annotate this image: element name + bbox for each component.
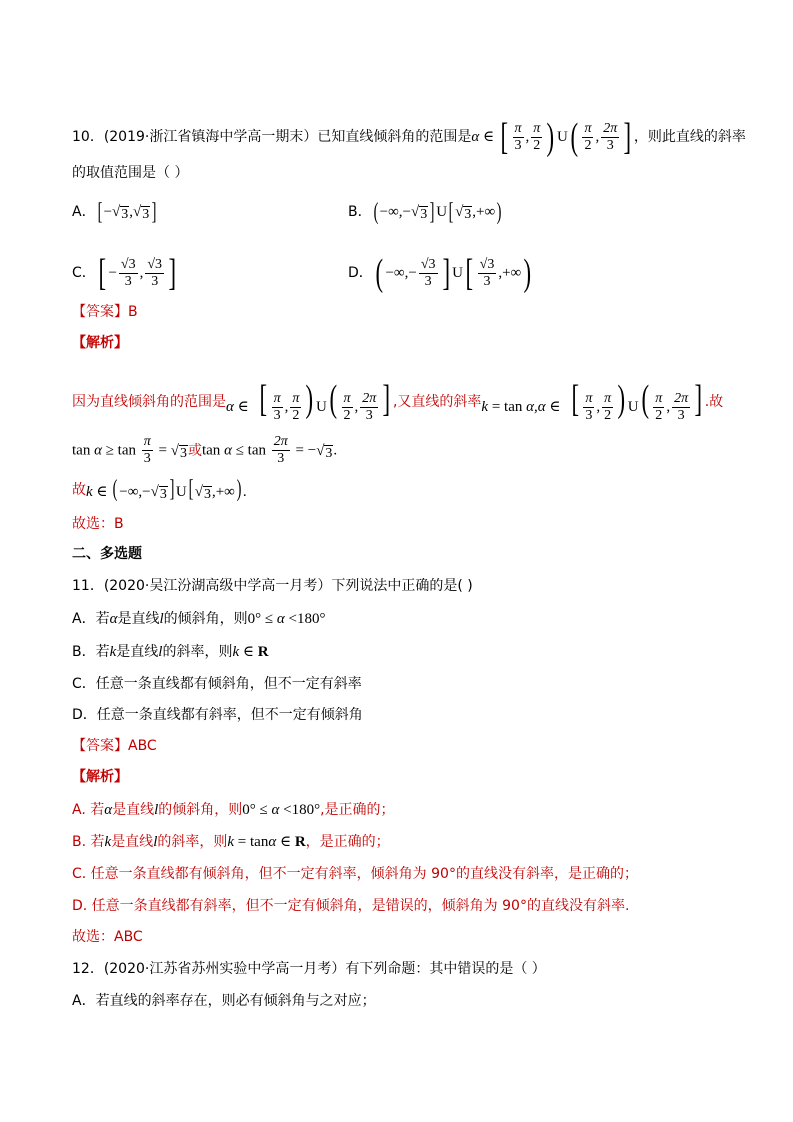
text: 的斜率，则 bbox=[157, 834, 228, 850]
q11-option-b: B．若 k 是直线 l 的斜率，则 k ∈ R bbox=[72, 644, 269, 660]
text: ,又直线的斜率 bbox=[392, 393, 482, 410]
text: 是直线 bbox=[117, 611, 160, 627]
q10-choice: 故选：B bbox=[72, 516, 124, 532]
q11-explanation-c: C. 任意一条直线都有倾斜角，但不一定有斜率，倾斜角为 90°的直线没有斜率，是正确的； bbox=[72, 866, 638, 882]
q12-stem: 12．(2020·江苏省苏州实验中学高一月考）有下列命题：其中错误的是（ ） bbox=[72, 961, 546, 977]
q11-answer: 【答案】ABC bbox=[72, 738, 157, 754]
text: 是直线 bbox=[116, 644, 159, 660]
q10-option-c: C． [ − $\frac{√3}{3}$ , $\frac{√3}{3}$ ] bbox=[72, 252, 177, 294]
text: 因为直线倾斜角的范围是 bbox=[72, 393, 226, 410]
q11-option-d: D．任意一条直线都有斜率，但不一定有倾斜角 bbox=[72, 707, 363, 723]
q10-option-b: B． ( −∞,− √ 3 ] U [ √ 3 ,+∞ ) bbox=[348, 199, 502, 225]
q10-stem-line2: 的取值范围是（ ） bbox=[72, 165, 189, 181]
q11-choice: 故选：ABC bbox=[72, 929, 143, 945]
q10-stem-suffix: ，则此直线的斜率 bbox=[633, 129, 746, 145]
text: 的倾斜角，则 bbox=[158, 802, 243, 818]
text: B. 若 bbox=[72, 834, 105, 850]
text: B．若 bbox=[72, 644, 110, 660]
option-label: B． bbox=[348, 204, 372, 220]
q11-stem: 11．(2020·吴江汾湖高级中学高一月考）下列说法中正确的是( ) bbox=[72, 578, 473, 594]
option-label: D． bbox=[348, 265, 373, 281]
section-title: 二、多选题 bbox=[72, 546, 142, 562]
text: 是直线 bbox=[112, 802, 155, 818]
text: 是直线 bbox=[111, 834, 154, 850]
text: 的斜率，则 bbox=[162, 644, 233, 660]
text: A. 若 bbox=[72, 802, 105, 818]
text: 故 bbox=[72, 481, 86, 498]
text: ,是正确的； bbox=[320, 802, 395, 818]
option-label: A． bbox=[72, 204, 96, 220]
text: 或 bbox=[187, 442, 202, 459]
q11-option-c: C．任意一条直线都有倾斜角，但不一定有斜率 bbox=[72, 676, 362, 692]
q10-stem-prefix: 10．(2019·浙江省镇海中学高一期末）已知直线倾斜角的范围是 bbox=[72, 129, 472, 145]
q11-explanation-a: A. 若 α 是直线 l 的倾斜角，则 0° ≤ α <180° ,是正确的； bbox=[72, 802, 395, 818]
q10-option-a: A． [ − √ 3 , √ 3 ] bbox=[72, 199, 157, 225]
q11-analysis-header: 【解析】 bbox=[72, 769, 128, 785]
text: .故 bbox=[704, 393, 724, 410]
math-alpha: α bbox=[471, 129, 480, 145]
q10-explanation-line1: 因为直线倾斜角的范围是 α ∈ [ $\frac{\pi}{3}$ , $\frac{\pi}{2}$ ) U( $\frac{\pi}{2}$ , $\frac{2\pi}{3}$ ] ,又直线的斜率 k = tan α,α ∈ [ $\frac{\pi}{3}$ , $\frac{\pi}{2}$ ) U( $\frac{\pi}{2}$ , $\frac{2\pi}{3}$ ] .故 bbox=[72, 378, 724, 423]
option-label: C． bbox=[72, 265, 96, 281]
text: 的倾斜角，则 bbox=[163, 611, 248, 627]
q10-stem-line1: 10．(2019·浙江省镇海中学高一期末）已知直线倾斜角的范围是 α ∈ [ $\frac{\pi}{3}$ , $\frac{\pi}{2}$ ) U ( $\frac{\pi}{2}$ , $\frac{2\pi}{3}$ ] ，则此直线的斜率 bbox=[72, 116, 746, 158]
q10-option-d: D． ( −∞,− $\frac{√3}{3}$ ] U [ $\frac{√3}{3}$ ,+∞ ) bbox=[348, 252, 532, 294]
q11-option-a: A．若 α 是直线 l 的倾斜角，则 0° ≤ α <180° bbox=[72, 611, 326, 627]
q10-answer: 【答案】B bbox=[72, 304, 138, 320]
text: ，是正确的； bbox=[305, 834, 390, 850]
q10-analysis-header: 【解析】 bbox=[72, 335, 128, 351]
q11-explanation-b: B. 若 k 是直线 l 的斜率，则 k = tanα ∈ R ，是正确的； bbox=[72, 834, 390, 850]
q10-explanation-line3: 故 k ∈ ( −∞,− √ 3 ] U[ √ 3 ,+∞) . bbox=[72, 476, 247, 502]
q10-explanation-line2: tan α ≥ tan $\frac{\pi}{3}$ = √ 3 或 tan α ≤ tan $\frac{2\pi}{3}$ = − √ 3 . bbox=[72, 434, 338, 466]
q12-option-a: A．若直线的斜率存在，则必有倾斜角与之对应； bbox=[72, 993, 376, 1009]
q11-explanation-d: D. 任意一条直线都有斜率，但不一定有倾斜角，是错误的，倾斜角为 90°的直线没有斜率. bbox=[72, 898, 630, 914]
text: A．若 bbox=[72, 611, 110, 627]
